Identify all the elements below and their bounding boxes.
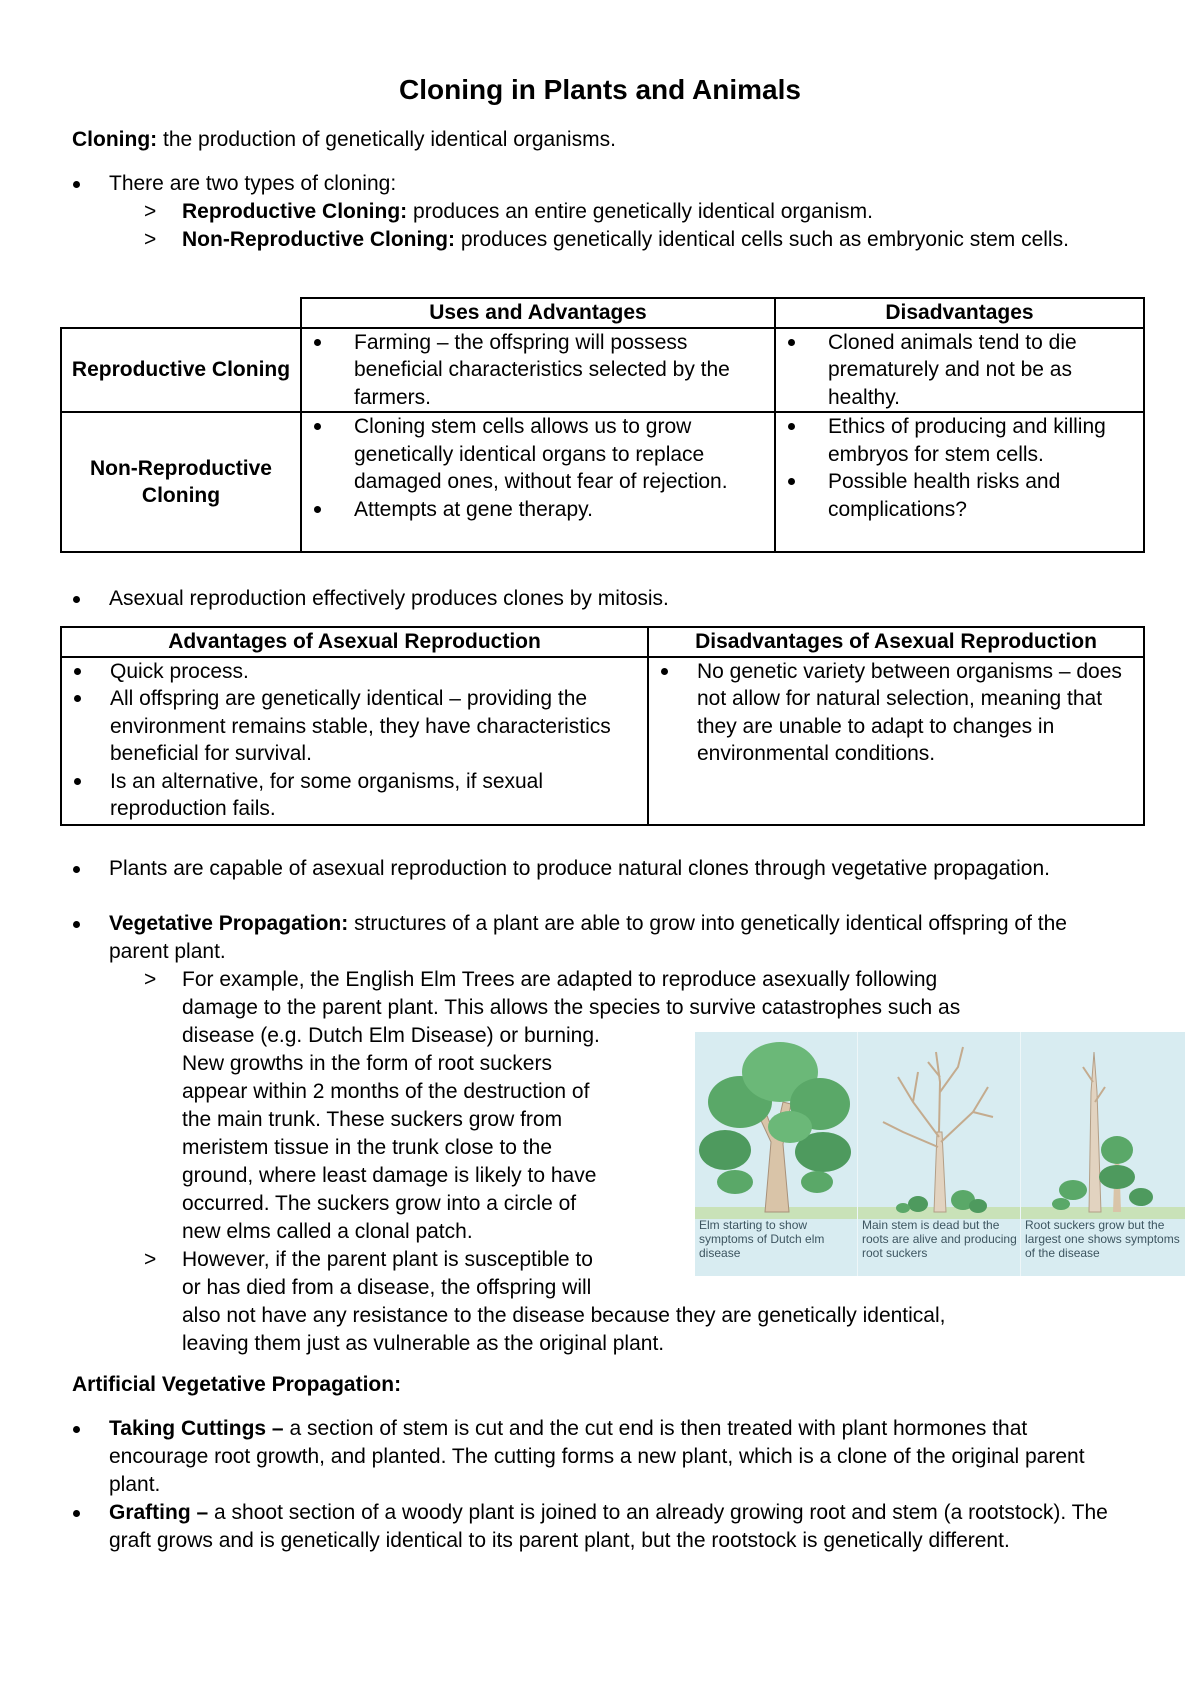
asexual-table [60,626,1145,826]
artificial-heading: Artificial Vegetative Propagation: [72,1373,402,1396]
table-cell [775,328,1144,413]
bullet-icon [73,596,80,603]
table-cell [61,657,648,825]
table-cell [301,412,775,552]
types-intro: There are two types of cloning: [109,172,397,195]
list-item: All offspring are genetically identical – providing the environment remains stable, they have characteristics beneficial for survival. [66,685,643,768]
row-label: Reproductive Cloning [61,328,301,413]
veg-prop [109,910,1069,966]
elm-trees-figure [695,1032,1185,1276]
figure-caption: Root suckers grow but the largest one shows symptoms of the disease [1025,1218,1180,1260]
page-title: Cloning in Plants and Animals [399,74,801,105]
row-label: Non-Reproductive Cloning [61,412,301,552]
type-term: Non-Reproductive Cloning: [182,228,455,251]
text-line: New growths in the form of root suckers [182,1052,552,1075]
figure-panel [695,1032,858,1276]
type-text: produces an entire genetically identical organism. [413,200,873,223]
bullet-icon [73,921,80,928]
item-term: Taking Cuttings – [109,1417,284,1440]
item-text: a shoot section of a woody plant is joined to an already growing root and stem (a rootstock). The graft grows and is genetically identical to its parent plant, but the rootstock is genetically different. [109,1501,1108,1552]
cloning-table [60,297,1145,553]
figure-caption: Elm starting to show symptoms of Dutch elm disease [699,1218,825,1260]
bullet-icon [73,866,80,873]
definition-term: Cloning: [72,128,158,151]
text-line: meristem tissue in the trunk close to the [182,1136,552,1159]
definition [72,126,616,154]
text-line: the main trunk. These suckers grow from [182,1108,563,1131]
type-non-reproductive [182,226,1112,254]
list-item: Ethics of producing and killing embryos for stem cells. [780,413,1139,468]
list-item: Is an alternative, for some organisms, if sexual reproduction fails. [66,768,643,823]
veg-prop-text: structures of a plant are able to grow into genetically identical offspring of the parent plant. [109,912,1067,963]
text-line: also not have any resistance to the disease because they are genetically identical, [182,1304,946,1327]
type-text: produces genetically identical cells such as embryonic stem cells. [460,228,1069,251]
text-line: For example, the English Elm Trees are adapted to reproduce asexually following [182,968,938,991]
text-line: leaving them just as vulnerable as the original plant. [182,1332,665,1355]
item-text: a section of stem is cut and the cut end is then treated with plant hormones that encourage root growth, and planted. The cutting forms a new plant, which is a clone of the original parent plant. [109,1417,1085,1496]
table-header: Disadvantages [775,298,1144,328]
bullet-icon [73,181,80,188]
text-line: appear within 2 months of the destruction of [182,1080,590,1103]
figure-panel [1021,1032,1185,1276]
list-item: Quick process. [66,658,643,686]
text-line: or has died from a disease, the offspring will [182,1276,592,1299]
veg-prop-term: Vegetative Propagation: [109,912,349,935]
arrow-icon: > [144,1248,157,1271]
table-header: Advantages of Asexual Reproduction [61,627,648,657]
bullet-icon [73,1426,80,1433]
arrow-icon: > [144,968,157,991]
table-row [61,412,1144,552]
table-row [61,328,1144,413]
text-line: occurred. The suckers grow into a circle of [182,1192,577,1215]
text-line: damage to the parent plant. This allows the species to survive catastrophes such as [182,996,961,1019]
cuttings-item [109,1415,1129,1499]
type-reproductive [182,198,873,226]
text-line: new elms called a clonal patch. [182,1220,473,1243]
table-cell [775,412,1144,552]
text-line: ground, where least damage is likely to have [182,1164,597,1187]
figure-panel [858,1032,1021,1276]
bullet-icon [73,1510,80,1517]
arrow-icon: > [144,228,157,251]
list-item: Attempts at gene therapy. [306,496,770,524]
text-line: disease (e.g. Dutch Elm Disease) or burning. [182,1024,600,1047]
list-item: No genetic variety between organisms – does not allow for natural selection, meaning that they are unable to adapt to changes in environmental conditions. [653,658,1139,768]
table-header: Uses and Advantages [301,298,775,328]
table-cell [648,657,1144,825]
list-item: Farming – the offspring will possess beneficial characteristics selected by the farmers. [306,329,770,412]
table-header: Disadvantages of Asexual Reproduction [648,627,1144,657]
list-item: Cloned animals tend to die prematurely and not be as healthy. [780,329,1139,412]
table-cell [301,328,775,413]
list-item: Cloning stem cells allows us to grow genetically identical organs to replace damaged ones, without fear of rejection. [306,413,770,496]
definition-text: the production of genetically identical organisms. [162,128,616,151]
item-term: Grafting – [109,1501,209,1524]
table-corner [61,298,301,328]
arrow-icon: > [144,200,157,223]
figure-caption: Main stem is dead but the roots are alive and producing root suckers [862,1218,1017,1260]
type-term: Reproductive Cloning: [182,200,408,223]
grafting-item [109,1499,1119,1555]
text-line: However, if the parent plant is susceptible to [182,1248,593,1271]
asexual-text: Asexual reproduction effectively produces clones by mitosis. [109,587,669,610]
table-row [61,657,1144,825]
list-item: Possible health risks and complications? [780,468,1139,523]
plants-text: Plants are capable of asexual reproduction to produce natural clones through vegetative propagation. [109,857,1050,880]
